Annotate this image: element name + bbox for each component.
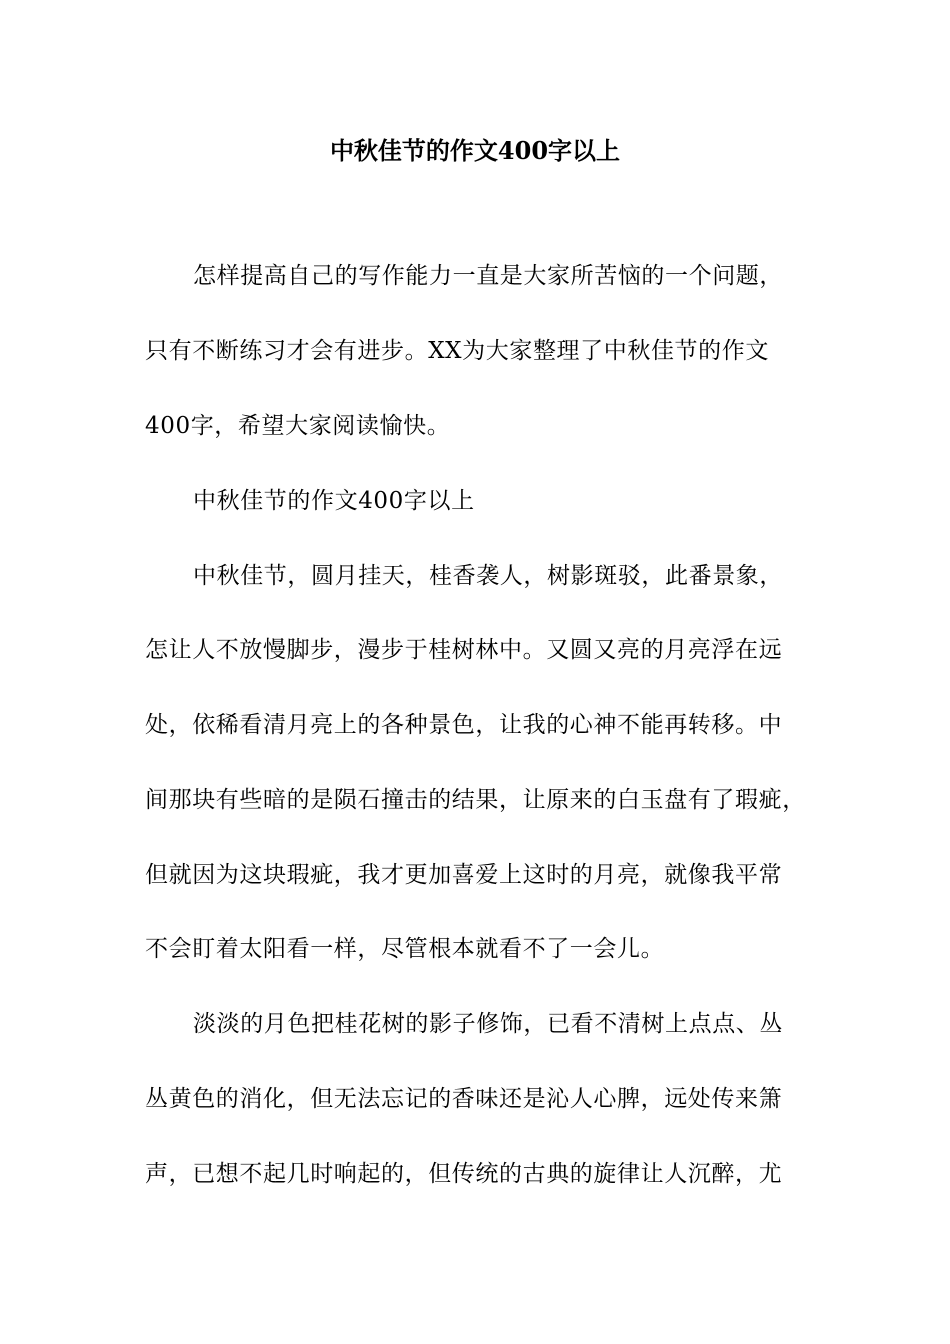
paragraph-line: 淡淡的月色把桂花树的影子修饰，已看不清树上点点、丛 <box>193 1011 783 1037</box>
paragraph-line: 怎样提高自己的写作能力一直是大家所苦恼的一个问题， <box>193 263 783 289</box>
section-heading: 中秋佳节的作文400字以上 <box>193 488 475 514</box>
document-title: 中秋佳节的作文400字以上 <box>329 136 621 165</box>
paragraph-line: 怎让人不放慢脚步，漫步于桂树林中。又圆又亮的月亮浮在远 <box>145 637 783 663</box>
paragraph-line: 丛黄色的消化，但无法忘记的香味还是沁人心脾，远处传来箫 <box>145 1086 783 1112</box>
paragraph-line: 400字，希望大家阅读愉快。 <box>145 413 451 439</box>
paragraph-line: 但就因为这块瑕疵，我才更加喜爱上这时的月亮，就像我平常 <box>145 862 783 888</box>
paragraph-line: 间那块有些暗的是陨石撞击的结果，让原来的白玉盘有了瑕疵， <box>145 787 806 813</box>
paragraph-line: 处，依稀看清月亮上的各种景色，让我的心神不能再转移。中 <box>145 712 783 738</box>
paragraph-line: 只有不断练习才会有进步。XX为大家整理了中秋佳节的作文 <box>145 338 769 364</box>
paragraph-line: 不会盯着太阳看一样，尽管根本就看不了一会儿。 <box>145 936 665 962</box>
paragraph-line: 声，已想不起几时响起的，但传统的古典的旋律让人沉醉，尤 <box>145 1161 783 1187</box>
paragraph-line: 中秋佳节，圆月挂天，桂香袭人，树影斑驳，此番景象， <box>193 563 783 589</box>
